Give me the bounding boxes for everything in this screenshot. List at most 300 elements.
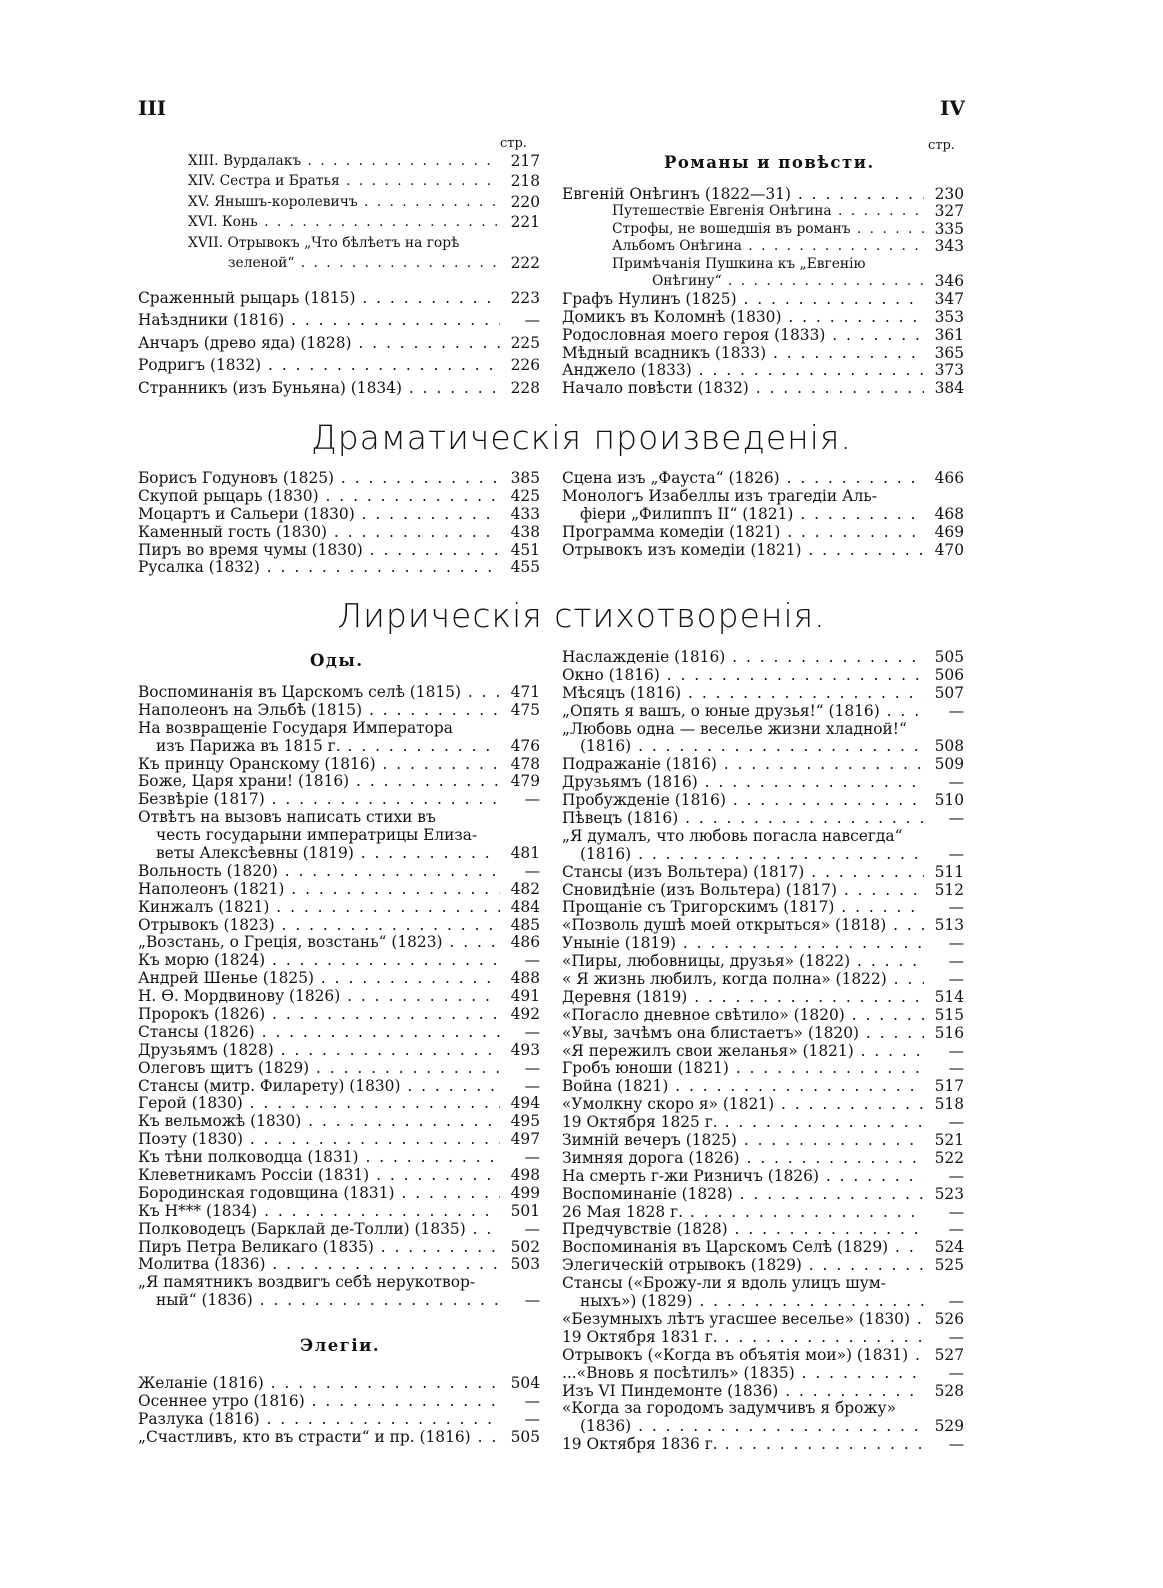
toc-entry-title: Кинжалъ (1821) . . . [138,899,500,917]
toc-entry-title: Начало повѣсти (1832) . . . [562,380,924,398]
toc-entry-page: 523 [934,1184,964,1203]
toc-entry [562,810,964,828]
toc-entry-title: Пиръ Петра Великаго (1835) . . . [138,1239,500,1257]
toc-entry-title: Русалка (1832) . . . [138,559,500,577]
toc-entry-page: — [524,790,540,809]
toc-entry-title: „Я думалъ, что любовь погасла навсегда“ [562,827,903,845]
toc-entry [562,1096,964,1114]
toc-entry [138,845,540,863]
toc-entry [138,827,540,845]
toc-entry-title: ный“ (1836) . . . [138,1292,500,1310]
toc-entry [138,1203,540,1221]
toc-entry [562,971,964,989]
toc-entry [562,542,964,560]
toc-entry-title: Евгеній Онѣгинъ (1822—31) . . . [562,186,924,204]
toc-entry-page: 488 [510,969,540,988]
toc-entry-page: 525 [934,1256,964,1275]
toc-entry-title: зеленой“ . . . [138,255,500,273]
drama-left-list [138,470,540,577]
toc-entry [562,1186,964,1204]
toc-entry-title: Сраженный рыцарь (1815) . . . [138,290,500,308]
toc-entry-page: — [524,861,540,880]
toc-entry [562,1114,964,1132]
elegies-heading: Элегіи. [300,1336,381,1355]
page-column-label-right: стр. [928,138,955,153]
toc-entry [138,899,540,917]
toc-entry-title: « Я жизнь любилъ, когда полна» (1822) . . . [562,971,924,989]
toc-entry-title: Предчувствіе (1828) . . . [562,1221,924,1239]
toc-entry-title: Пиръ во время чумы (1830) . . . [138,542,500,560]
toc-entry-page: — [948,1292,964,1311]
toc-entry-page: 361 [934,325,964,344]
toc-entry [138,1375,540,1393]
toc-entry-page: 527 [934,1345,964,1364]
toc-entry [562,882,964,900]
toc-entry-title: Къ вельможѣ (1830) . . . [138,1113,500,1131]
toc-entry-page: 486 [510,933,540,952]
toc-entry-page: 497 [510,1130,540,1149]
toc-entry-page: 508 [934,737,964,756]
toc-entry [138,1274,540,1292]
toc-entry-title: Разлука (1816) . . . [138,1411,500,1429]
toc-entry-page: — [948,809,964,827]
toc-entry [138,1393,540,1411]
toc-entry-title: честь государыни императрицы Елиза- [156,827,478,845]
toc-entry-page: 492 [510,1005,540,1024]
toc-entry-page: 217 [510,151,540,170]
toc-entry-title: Борисъ Годуновъ (1825) . . . [138,470,500,488]
toc-entry-title: Андрей Шенье (1825) . . . [138,970,500,988]
toc-entry-page: — [948,1166,964,1185]
toc-entry-title: Окно (1816) . . . [562,667,924,685]
toc-entry [562,1257,964,1275]
toc-entry-page: 516 [934,1023,964,1042]
toc-entry-title: Путешествіе Евгенія Онѣгина . . . [562,203,924,221]
toc-entry-page: 335 [934,219,964,238]
toc-entry-page: 226 [510,356,540,375]
toc-entry-title: XIV. Сестра и Братья . . . [138,173,500,191]
toc-entry-title: Воспоминаніе (1828) . . . [562,1186,924,1204]
toc-entry [138,791,540,809]
toc-entry [562,1239,964,1257]
toc-entry-title: изъ Парижа въ 1815 г. . . . [138,738,500,756]
toc-entry-title: Осеннее утро (1816) . . . [138,1393,500,1411]
toc-entry [138,1221,540,1239]
toc-entry [562,1132,964,1150]
toc-entry-page: 502 [510,1237,540,1256]
toc-entry-title: Каменный гость (1830) . . . [138,524,500,542]
toc-entry-title: Строфы, не вошедшія въ романъ . . . [562,221,924,239]
toc-entry-title: Стансы (1826) . . . [138,1024,500,1042]
toc-entry-page: 469 [934,522,964,541]
toc-entry-page: 468 [934,504,964,523]
toc-entry [562,1311,964,1329]
toc-entry [138,171,540,192]
toc-entry [562,506,964,524]
toc-entry [562,935,964,953]
toc-entry-title: Родригъ (1832) . . . [138,357,500,375]
toc-entry-page: — [948,1363,964,1382]
toc-entry [562,1168,964,1186]
toc-entry-title: (1816) . . . [562,846,924,864]
toc-entry [138,375,540,398]
toc-entry-title: XV. Янышъ-королевичъ . . . [138,194,500,212]
toc-entry-page: — [524,951,540,970]
toc-entry-title: Наполеонъ (1821) . . . [138,881,500,899]
toc-entry-title: «Увы, зачѣмъ она блистаетъ» (1820) . . . [562,1025,924,1043]
toc-entry-title: (1836) . . . [562,1418,924,1436]
toc-entry-page: — [524,311,540,330]
toc-entry-page: 438 [510,522,540,541]
toc-entry-title: Зимній вечеръ (1825) . . . [562,1132,924,1150]
toc-entry [562,756,964,774]
toc-entry [138,881,540,899]
toc-entry-page: 373 [934,361,964,380]
toc-entry-page: — [524,1219,540,1238]
toc-entry-title: Полководецъ (Барклай де-Толли) (1835) . . . [138,1221,500,1239]
toc-entry [138,285,540,308]
toc-entry-title: Прощаніе съ Тригорскимъ (1817) . . . [562,899,924,917]
toc-entry [138,1042,540,1060]
toc-entry [138,1429,540,1447]
toc-entry [562,345,964,363]
toc-entry [562,1275,964,1293]
drama-section-title: Драматическія произведенія. [311,418,852,457]
toc-entry [138,1185,540,1203]
toc-entry-page: 510 [934,791,964,810]
toc-entry-page: — [524,1391,540,1410]
toc-entry-title: На смерть г-жи Ризничъ (1826) . . . [562,1168,924,1186]
toc-entry-title: Странникъ (изъ Буньяна) (1834) . . . [138,380,500,398]
toc-entry-title: Стансы (изъ Вольтера) (1817) . . . [562,864,924,882]
toc-entry-title: Домикъ въ Коломнѣ (1830) . . . [562,309,924,327]
toc-entry [138,1292,540,1310]
toc-entry [138,524,540,542]
toc-entry-title: Пробужденіе (1816) . . . [562,792,924,810]
toc-entry-page: 455 [510,558,540,577]
toc-entry-page: 327 [934,202,964,221]
toc-entry [562,846,964,864]
toc-entry [562,828,964,846]
toc-entry [562,953,964,971]
toc-entry-title: Герой (1830) . . . [138,1095,500,1113]
toc-entry-title: Подражаніе (1816) . . . [562,756,924,774]
toc-entry-title: фіери „Филиппъ II“ (1821) . . . [562,506,924,524]
toc-entry-page: 501 [510,1201,540,1220]
toc-entry [562,1060,964,1078]
toc-entry-title: „Возстань, о Греція, возстань“ (1823) . . . [138,934,500,952]
toc-entry-title: Деревня (1819) . . . [562,989,924,1007]
toc-entry [138,773,540,791]
toc-entry [562,649,964,667]
toc-entry [562,1150,964,1168]
toc-entry-title: ныхъ») (1829) . . . [562,1293,924,1311]
elegies-list [138,1375,540,1447]
toc-entry [138,1078,540,1096]
toc-entry [138,738,540,756]
toc-entry [138,809,540,827]
toc-entry-page: — [524,1076,540,1095]
toc-entry-title: Наѣздники (1816) . . . [138,312,500,330]
toc-entry [138,253,540,274]
toc-entry [562,1293,964,1311]
lyric-right-list [562,649,964,1454]
right-folio: IV [940,96,965,120]
toc-entry-title: XVII. Отрывокъ „Что бѣлѣетъ на горѣ [188,234,460,251]
toc-entry-page: 524 [934,1238,964,1257]
toc-entry-title: Онѣгину“ . . . [562,273,924,291]
toc-entry-page: — [948,1041,964,1060]
toc-entry-title: Молитва (1836) . . . [138,1256,500,1274]
toc-entry-title: Родословная моего героя (1833) . . . [562,327,924,345]
toc-entry [562,1043,964,1061]
toc-entry-page: 521 [934,1131,964,1150]
toc-entry-page: 491 [510,987,540,1006]
toc-entry-page: 220 [510,192,540,211]
toc-entry-page: 494 [510,1094,540,1113]
toc-entry [562,703,964,721]
toc-entry-title: Къ морю (1824) . . . [138,952,500,970]
toc-entry-page: 518 [934,1095,964,1114]
toc-entry-title: Уныніе (1819) . . . [562,935,924,953]
toc-entry [138,488,540,506]
toc-entry [138,702,540,720]
toc-entry-page: 505 [510,1427,540,1446]
toc-entry [562,1347,964,1365]
toc-entry [562,273,964,290]
toc-entry [562,309,964,327]
toc-entry-page: 484 [510,897,540,916]
toc-entry [138,559,540,577]
toc-entry [562,1383,964,1401]
toc-entry-title: Стансы (митр. Филарету) (1830) . . . [138,1078,500,1096]
toc-entry-title: «Безумныхъ лѣтъ угасшее веселье» (1830) . . . [562,1311,924,1329]
odes-heading: Оды. [310,651,364,670]
toc-entry-page: 347 [934,289,964,308]
toc-entry-page: 451 [510,540,540,559]
toc-entry-title: Друзьямъ (1828) . . . [138,1042,500,1060]
toc-entry-page: 346 [934,271,964,290]
toc-entry-page: 481 [510,844,540,862]
toc-entry-title: «Я пережилъ свои желанья» (1821) . . . [562,1043,924,1061]
toc-entry [138,1060,540,1078]
toc-entry [562,864,964,882]
toc-entry [138,988,540,1006]
toc-entry [562,524,964,542]
toc-entry [138,330,540,353]
toc-entry-page: 515 [934,1005,964,1024]
toc-entry-page: 498 [510,1166,540,1185]
toc-entry-page: 505 [934,647,964,666]
toc-entry [138,1095,540,1113]
toc-entry [138,1239,540,1257]
toc-entry-page: — [524,1022,540,1041]
toc-entry-page: — [948,898,964,917]
toc-entry-page: — [524,1409,540,1428]
toc-entry-title: Безвѣріе (1817) . . . [138,791,500,809]
toc-entry [562,721,964,739]
toc-entry-title: 19 Октября 1831 г. . . . [562,1329,924,1347]
toc-entry [562,989,964,1007]
toc-entry-page: 503 [510,1255,540,1274]
toc-entry-page: — [948,1435,964,1454]
toc-entry-title: Монологъ Изабеллы изъ трагедіи Аль- [562,487,878,505]
toc-entry-page: 385 [510,468,540,487]
toc-entry [562,1418,964,1436]
toc-entry-page: 425 [510,486,540,505]
toc-entry-title: Клеветникамъ Россіи (1831) . . . [138,1167,500,1185]
toc-entry [138,684,540,702]
toc-entry-page: 218 [510,172,540,191]
toc-entry-title: „Любовь одна — веселье жизни хладной!“ [562,720,907,738]
toc-entry-title: Гробъ юноши (1821) . . . [562,1060,924,1078]
toc-entry-title: Наслажденіе (1816) . . . [562,649,924,667]
toc-entry-page: 221 [510,213,540,232]
toc-entry-page: — [948,1202,964,1221]
toc-entry-title: „Я памятникъ воздвигъ себѣ нерукотвор- [138,1274,476,1292]
toc-entry [562,1329,964,1347]
toc-entry-page: 471 [510,682,540,701]
toc-entry-page: 512 [934,880,964,899]
toc-entry [562,1078,964,1096]
toc-entry-page: 478 [510,754,540,773]
toc-entry [138,232,540,253]
page-column-label-left: стр. [500,136,527,151]
toc-entry [138,308,540,331]
toc-entry [562,1222,964,1240]
toc-entry [138,353,540,376]
toc-entry [138,917,540,935]
toc-entry-title: Боже, Царя храни! (1816) . . . [138,773,500,791]
toc-entry-page: 517 [934,1077,964,1096]
toc-entry-page: 499 [510,1183,540,1202]
toc-entry-title: Къ принцу Оранскому (1816) . . . [138,756,500,774]
toc-entry-title: Сцена изъ „Фауста“ (1826) . . . [562,470,924,488]
toc-entry [562,1400,964,1418]
toc-entry-page: — [948,970,964,989]
toc-entry-page: 507 [934,683,964,702]
toc-entry [562,204,964,221]
toc-entry-page: 225 [510,333,540,352]
toc-entry [138,212,540,233]
toc-entry [562,1204,964,1222]
toc-entry [138,863,540,881]
toc-entry [562,256,964,273]
toc-entry-title: „Опять я вашъ, о юные друзья!“ (1816) . . . [562,703,924,721]
toc-entry-page: — [948,952,964,971]
toc-entry [562,470,964,488]
toc-entry-title: Война (1821) . . . [562,1078,924,1096]
toc-entry-title: «Когда за городомъ задумчивъ я брожу» [562,1400,896,1418]
toc-entry-page: — [948,844,964,863]
toc-entry-page: 470 [934,540,964,559]
toc-entry-page: 514 [934,987,964,1006]
toc-entry [562,186,964,204]
toc-entry-title: На возвращеніе Государя Императора [138,719,453,737]
toc-entry-title: Пѣвецъ (1816) . . . [562,810,924,828]
toc-entry-title: Программа комедіи (1821) . . . [562,524,924,542]
toc-entry-page: 528 [934,1381,964,1400]
toc-entry-title: ...«Вновь я посѣтилъ» (1835) . . . [562,1365,924,1383]
toc-entry [138,756,540,774]
toc-entry [562,1007,964,1025]
toc-entry [562,1025,964,1043]
toc-entry-page: 365 [934,343,964,362]
toc-entry-title: «Умолкну скоро я» (1821) . . . [562,1096,924,1114]
toc-entry-page: — [948,1220,964,1239]
toc-entry-page: 343 [934,237,964,256]
toc-entry-title: «Пиры, любовницы, друзья» (1822) . . . [562,953,924,971]
toc-entry-page: — [524,1148,540,1167]
toc-entry-title: Воспоминанія въ Царскомъ селѣ (1815) . . . [138,684,500,702]
toc-entry [138,506,540,524]
toc-entry-page: — [524,1291,540,1310]
toc-entry-page: 513 [934,916,964,935]
lyric-section-title: Лирическія стихотворенія. [337,596,826,635]
toc-entry-title: Мѣдный всадникъ (1833) . . . [562,345,924,363]
toc-entry-title: Пророкъ (1826) . . . [138,1006,500,1024]
toc-entry-title: Зимняя дорога (1826) . . . [562,1150,924,1168]
toc-entry-page: 228 [510,378,540,397]
toc-entry-page: 504 [510,1373,540,1392]
toc-entry-page: 526 [934,1309,964,1328]
toc-entry [562,327,964,345]
toc-entry-title: Вольность (1820) . . . [138,863,500,881]
toc-entry [562,738,964,756]
toc-entry [138,542,540,560]
toc-entry-title: Мѣсяцъ (1816) . . . [562,685,924,703]
toc-entry-title: «Позволь душѣ моей открыться» (1818) . . . [562,917,924,935]
toc-entry [562,1365,964,1383]
toc-entry-title: „Счастливъ, кто въ страсти“ и пр. (1816) . . . [138,1429,500,1447]
toc-entry [138,191,540,212]
toc-entry-title: Наполеонъ на Эльбѣ (1815) . . . [138,702,500,720]
toc-entry-page: — [948,701,964,720]
toc-entry [562,685,964,703]
toc-entry-page: 493 [510,1040,540,1059]
toc-entry-page: — [948,1327,964,1346]
toc-entry-page: 223 [510,288,540,307]
toc-entry-title: Графъ Нулинъ (1825) . . . [562,291,924,309]
toc-entry-page: 485 [510,915,540,934]
toc-entry-title: веты Алексѣевны (1819) . . . [138,845,500,863]
toc-entry-page: 433 [510,504,540,523]
toc-entry [138,1131,540,1149]
toc-entry [562,380,964,398]
toc-entry [138,1167,540,1185]
toc-entry [138,1006,540,1024]
toc-entry-title: 19 Октября 1825 г. . . . [562,1114,924,1132]
toc-entry [562,917,964,935]
toc-entry [138,970,540,988]
toc-entry-page: 475 [510,700,540,719]
toc-entry-page: 476 [510,736,540,755]
toc-entry-page: 222 [510,254,540,273]
toc-entry [138,1257,540,1275]
toc-entry-page: 230 [934,184,964,203]
toc-entry-title: XIII. Вурдалакъ . . . [138,153,500,171]
toc-entry-title: Отрывокъ изъ комедіи (1821) . . . [562,542,924,560]
toc-entry [562,774,964,792]
novels-heading: Романы и повѣсти. [664,153,875,172]
toc-entry-page: 353 [934,307,964,326]
toc-entry-title: Примѣчанія Пушкина къ „Евгенію [612,255,866,272]
toc-entry-title: Моцартъ и Сальери (1830) . . . [138,506,500,524]
toc-entry-title: Къ тѣни полководца (1831) . . . [138,1149,500,1167]
toc-entry-title: Скупой рыцарь (1830) . . . [138,488,500,506]
toc-entry-page: — [948,1113,964,1132]
toc-entry [138,1149,540,1167]
